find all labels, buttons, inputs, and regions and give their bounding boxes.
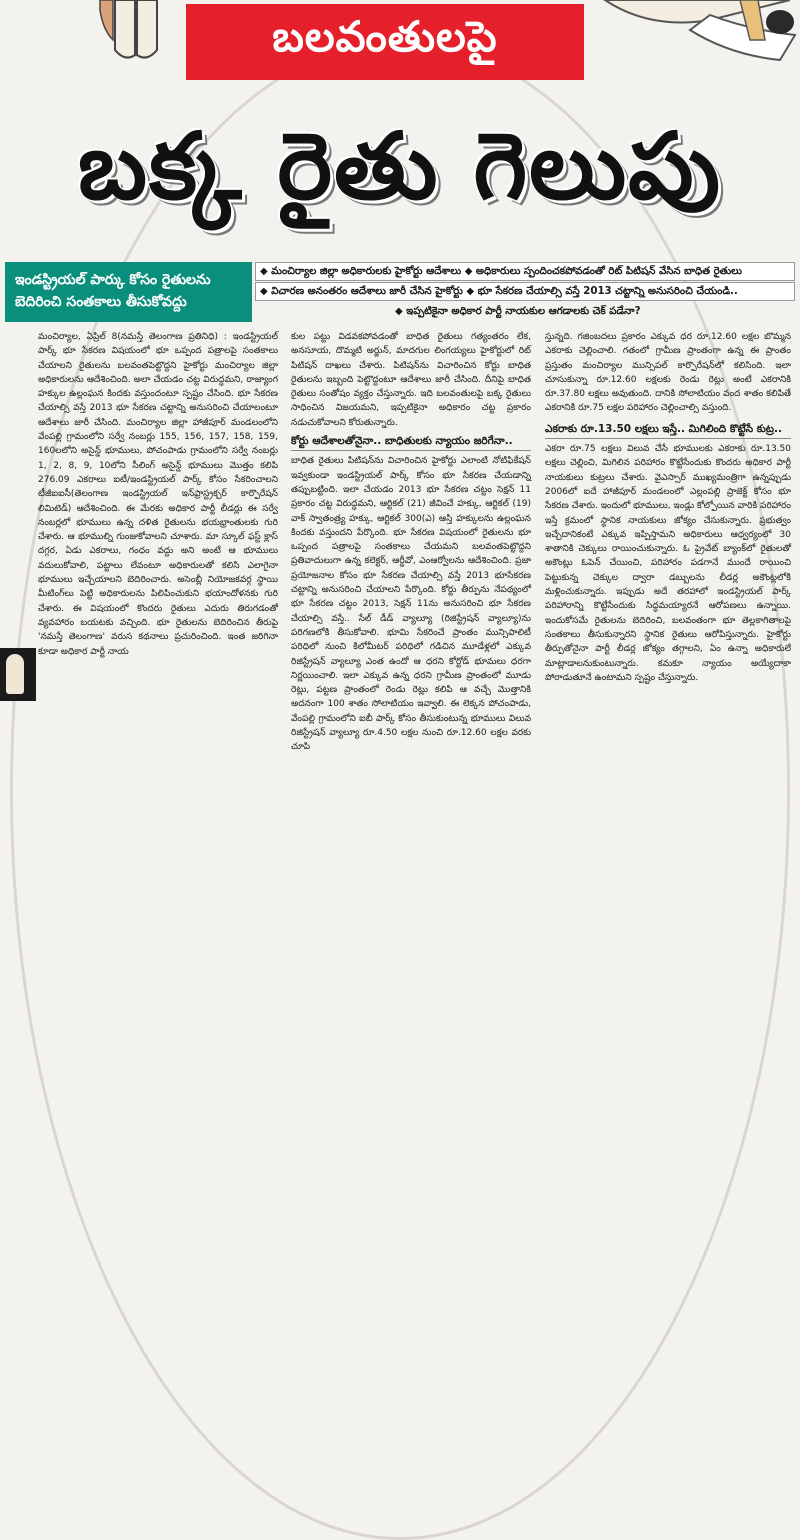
bullet-text: ఇప్పటికైనా అధికార పార్టీ నాయకుల ఆగడాలకు చెక్ పడేనా? — [406, 306, 641, 317]
bullet-diamond-icon: ◆ — [260, 286, 272, 297]
article-body — [0, 330, 800, 753]
side-summary-box — [5, 262, 252, 322]
bullet-highlights — [255, 262, 797, 322]
paragraph: స్తున్నది. గజింబదలు ప్రకారం ఎక్కువ ధర రూ.12.60 లక్షల బొమ్మన ఎకరాకు చెల్లించాలి. గతంలో గ్రామీణ ప్రాంతంగా ఉన్న ఈ ప్రాంతం ప్రస్తుతం మంచిర్యాల మున్సిపల్ కార్పొరేషన్‌లో కలిసింది. ఇలా చూసుకున్నా రూ.12.60 లక్షలకు రెండు రెట్లు అంటే ఎకరానికి రూ.37.80 లక్షలు అవుతుంది. దానికి సోలాటియం వంద శాతం కలిపితే ఎకరానికి రూ.75 లక్షల పరిహారం చెల్లించాల్సి వస్తుంది. — [545, 332, 791, 414]
bullet-row-3 — [395, 302, 641, 321]
subheading: కోర్టు ఆదేశాలతోనైనా.. బాధితులకు న్యాయం జరిగేనా.. — [291, 434, 531, 451]
bullet-diamond-icon: ◆ — [395, 306, 407, 317]
bullet-text: విచారణ అనంతరం ఆదేశాలు జారీ చేసిన హైకోర్టు — [271, 286, 463, 297]
bullet-text: మంచిర్యాల జిల్లా అధికారులకు హైకోర్టు ఆదేశాలు — [271, 266, 462, 277]
newspaper-page — [0, 0, 800, 753]
bullet-diamond-icon: ◆ — [466, 286, 478, 297]
bullet-row-1 — [255, 262, 795, 281]
bullet-diamond-icon: ◆ — [464, 266, 476, 277]
headline — [20, 92, 780, 242]
kicker-banner — [186, 4, 584, 80]
bowing-man-illustration — [590, 0, 800, 70]
article-column-3 — [545, 330, 791, 685]
paragraph: ఎకరా రూ.75 లక్షలు విలువ చేసే భూములకు ఎకరాకు రూ.13.50 లక్షలు చెల్లించి, మిగిలిన పరిహారం కొట్టేసేందుకు కొందరు అధికార పార్టీ నాయకులు కుట్రలు చేశారు. వైఎస్సార్ ముఖ్యమంత్రిగా ఉన్నప్పుడు 2006లో ఐదే హాజీపూర్ మండలంలో ఎల్లంపల్లి ప్రాజెక్ట్ కోసం భూ సేకరణ చేశారు. ఇందులో భూములు, ఇండ్లు కోల్పోయిన వారికి పరిహారం ఇస్తే క్రమంలో స్థానిక నాయకులు జోక్యం చేసుకున్నారు. ప్రభుత్వం ఇచ్చేదానికంటే ఎక్కువ ఇప్పిస్తామని అధికారులు ఆధ్వర్యంలో 30 శాతానికి చెక్కులు రాయించుకున్నారు. ఓ ప్రైవేట్ బ్యాంక్‌లో రైతులతో అకౌంట్లు ఓపెన్ చేయించి, పరిహారం పడగానే ముందే రాయించి పెట్టుకున్న చెక్కుల ద్వారా డబ్బులను లీడర్ల అకౌంట్లలోకి మళ్లించుకున్నారు. ఇప్పుడు అదే తరహాలో ఇండస్ట్రియల్ పార్క్ పరిహారాన్ని కొట్టేసేందుకు సిద్ధమయ్యారనే ఆరోపణలు ఉన్నాయి. ఇందుకోసమే రైతులను బెదిరించి, బలవంతంగా భూ తెల్లకాగితాలపై సంతకాలు తీసుకున్నారని స్థానిక రైతులు ఆరోపిస్తున్నారు. హైకోర్టు తీర్పుతోనైనా పార్టీ లీడర్ల జోక్యం తగ్గాలని, ఏం ఉన్నా అధికారులే మాట్లాడాలనుకుంటున్నారు. కమకూ న్యాయం అయ్యేదాకా పోరాడుతూనే ఉంటామని స్పష్టం చేస్తున్నారు. — [545, 444, 791, 683]
person-figure — [6, 654, 24, 694]
subheading: ఎకరాకు రూ.13.50 లక్షలు ఇస్తే.. మిగిలింది కొట్టేసే కుట్ర.. — [545, 422, 791, 439]
side-box-line-2: బెదిరించి సంతకాలు తీసుకోవద్దు — [15, 294, 187, 310]
side-box-line-1: ఇండస్ట్రియల్ పార్కు కోసం రైతులను — [15, 272, 211, 288]
article-column-2 — [291, 330, 531, 755]
kicker-text: బలవంతులపై — [272, 12, 498, 61]
paragraph: కుల పట్టు విడవకపోవడంతో బాధిత రైతులు గత్యంతరం లేక, అనసూయ, దొమ్మటి అర్జున్, మాదగుల లింగయ్యలు హైకోర్టులో రిట్ పిటిషన్ దాఖలు చేశారు. పిటిషన్‌ను విచారించిన కోర్టు బాధిత రైతులను ఇబ్బంది పెట్టొద్దంటూ ఆదేశాలు జారీ చేసింది. దీనిపై బాధిత రైతులు సంతోషం వ్యక్తం చేస్తున్నారు. ఇది బలవంతులపై బక్క రైతులు సాధించిన విజయమని, ఇప్పటికైనా అధికారం చట్ట ప్రకారం నడుచుకోవాలని కోరుతున్నారు. — [291, 332, 531, 428]
folded-hands-illustration — [95, 0, 175, 70]
paragraph: బాధిత రైతులు పిటిషన్‌ను విచారించిన హైకోర్టు ఎలాంటి నోటిఫికేషన్ ఇవ్వకుండా ఇండస్ట్రియల్ పార్క్ కోసం భూ సేకరణ చేయడాన్ని తప్పుబట్టింది. ఇలా చేయడం 2013 భూ సేకరణ చట్టం సెక్షన్ 11 ప్రకారం చట్ట విరుద్ధమని, ఆర్టికల్ (21) జీవించే హక్కు, ఆర్టికల్ (19) వాక్ స్వాతంత్ర్య హక్కు, ఆర్టికల్ 300(ఎ) ఆస్తి హక్కులను ఉల్లంఘన కిందకు వస్తుందని పేర్కొంది. భూ సేకరణ విషయంలో రైతులను భూ ఒప్పంద పత్రాలపై సంతకాలు చేయమని బలవంతపెట్టొద్దని ప్రతివాదులుగా ఉన్న కలెక్టర్, ఆర్డీవో, ఎంఆర్వోలను ఆదేశించింది. ప్రజా ప్రయోజనాల కోసం భూ సేకరణ చేయాల్సి వస్తే 2013 భూసేకరణ చట్టాన్ని అనుసరించి చేయాలని పేర్కొంది. కోర్టు తీర్పును నేపథ్యంలో భూ సేకరణ చట్టం 2013, సెక్షన్ 11ను అనుసరించి భూ సేకరణ చేయాల్సి వస్తే.. సేల్ డీడ్ వ్యాల్యూ (రిజిస్ట్రేషన్ వ్యాల్యూ)ను పరిగణలోకి తీసుకోవాలి. భూమి సేకరించే ప్రాంతం మున్సిపాలిటీ పరిధిలో నుంచి కిలోమీటర్ పరిధిలో గడిచిన మూడేళ్లలో ఎక్కువ రిజిస్ట్రేషన్ వ్యాల్యూ ఎంత ఉందో ఆ ధరని కోర్టోడ్ భూమలు ధరగా నిర్ణయించాలి. ఇలా ఎక్కువ ఉన్న ధరని గ్రామీణ ప్రాంతంలో మూడు రెట్లు, పట్టణ ప్రాంతంలో రెండు రెట్లు కలిపి ఆ వచ్చే మొత్తానికి అదనంగా 100 శాతం సోలాటియం ఇవ్వాలి. ఈ లెక్కన పోచంపాడు, వేంపల్లి గ్రామంలోని ఐబీ పార్క్ కోసం తీసుకుంటున్న భూములు విలువ రిజిస్ట్రేషన్ వ్యాల్యూ రూ.4.50 లక్షల నుంచి రూ.12.60 లక్షల వరకు చూపి — [291, 456, 531, 753]
bullet-text: భూ సేకరణ చేయాల్సి వస్తే 2013 చట్టాన్ని అనుసరించి చేయండి.. — [477, 286, 738, 297]
bullet-diamond-icon: ◆ — [260, 266, 272, 277]
person-photo — [0, 648, 36, 701]
bullet-row-2 — [255, 282, 795, 301]
bullet-text: అధికారులు స్పందించకపోవడంతో రిట్ పిటిషన్ వేసిన బాధిత రైతులు — [475, 266, 742, 277]
headline-text: బక్క రైతు గెలుపు — [78, 113, 722, 220]
article-column-1 — [38, 330, 278, 659]
paragraph: మంచిర్యాల, ఏప్రిల్ 8(నమస్తే తెలంగాణ ప్రతినిధి) : ఇండస్ట్రియల్ పార్క్ భూ సేకరణ విషయంలో భూ ఒప్పంద పత్రాలపై సంతకాలు చేయాలని రైతులను బలవంతపెట్టొద్దని హైకోర్టు మంచిర్యాల జిల్లా అధికారులను ఆదేశించింది. అలా చేయడం చట్ట విరుద్ధమని, రాజ్యాంగ హక్కుల ఉల్లంఘన కిందకు వస్తుందంటూ స్పష్టం చేసింది. భూ సేకరణ చేయాల్సి వస్తే 2013 భూ సేకరణ చట్టాన్ని అనుసరించి చేయాలంటూ ఆదేశాలు జారీ చేసింది. మంచిర్యాల జిల్లా హాజీపూర్ మండలంలోని వేంపల్లి గ్రామంలోని సర్వే నంబర్లు 155, 156, 157, 158, 159, 160లలోని అసైన్డ్ భూములు, పోచంపాడు గ్రామంలోని సర్వే నంబర్లు 1, 2, 8, 9, 10లోని సీలింగ్ అసైన్డ్ భూములు మొత్తం కలిపి 276.09 ఎకరాలు ఐటీ/ఇండస్ట్రియల్ పార్క్ కోసం సేకరించాలని టీజీఐఐసీ(తెలంగాణ ఇండస్ట్రియల్ ఇన్‌ఫ్రాస్ట్రక్చర్ కార్పొరేషన్ లిమిటెడ్) ఆదేశించింది. ఈ మేరకు అధికార పార్టీ లీడర్లు ఈ సర్వే నంబర్లలో భూములు ఉన్న దళిత రైతులను భయభ్రాంతులకు గురి చేశారు. ఆ భూముల్ని గుంజుకోవాలని చూశారు. మా స్కూల్ ఫస్ట్ క్లాస్ దగ్గర, ఏడు ఎకరాలు, గంధం వద్దు అని అంటే ఆ భూములు వదులుకోవాలి, పట్టాలు లేవంటూ అధికారులతో కలిసి ఎలాగైనా భూములు ఇచ్చేయాలని బెదిరించారు. అసెంబ్లీ నియోజకవర్గ స్థాయి మీటింగ్‌లు పెట్టి అధికారులను పిలిపించుకుని భయాందోళనకు గురి చేశారు. ఈ విషయంలో కొందరు రైతులు ఎదురు తిరుగడంతో వ్యవహారం బయటకు వచ్చింది. భూ రైతులను బెదిరించిన తీరుపై 'నమస్తే తెలంగాణ' వరుస కథనాలు ప్రచురించింది. ఇంత జరిగినా కూడా అధికార పార్టీ నాయ — [38, 332, 278, 657]
